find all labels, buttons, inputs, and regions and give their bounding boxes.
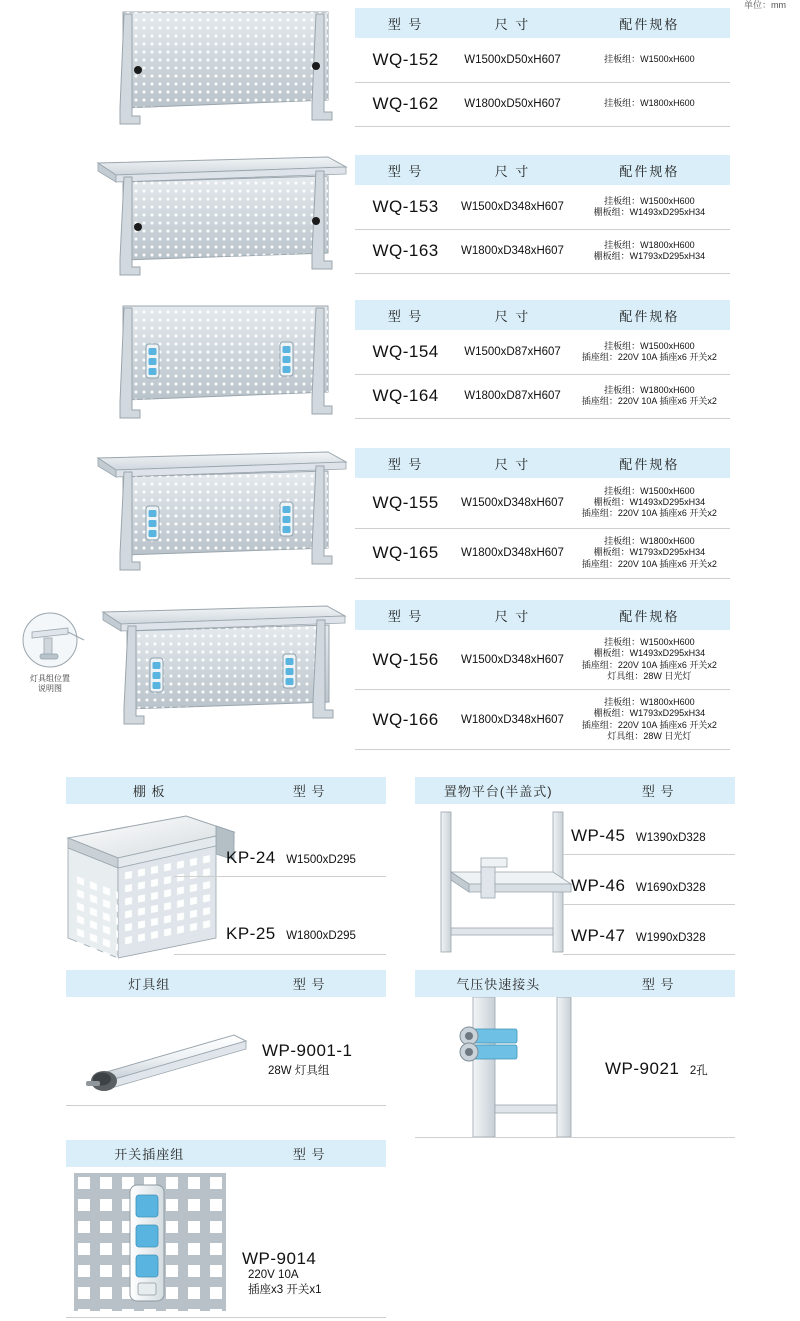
card-platform-header <box>415 777 735 804</box>
cell-size: W1990xD328 <box>635 932 706 944</box>
cell-model: WQ-154 <box>355 330 456 374</box>
figure-lamp <box>74 1019 254 1099</box>
table-wq156 <box>355 600 730 750</box>
cell-size: 2孔 <box>689 1065 708 1077</box>
card-shelf-title: 棚 板 <box>132 784 166 799</box>
callout-caption-line1: 灯具组位置 <box>30 674 70 683</box>
figure-wq155 <box>28 448 358 593</box>
col-accessory: 配件规格 <box>569 448 730 478</box>
accessory-line: 棚板组：W1793xD295xH34 <box>593 708 706 719</box>
cell-accessory <box>569 374 730 418</box>
cell-accessory <box>569 478 730 528</box>
card-lamp-col-model: 型 号 <box>292 977 326 992</box>
table-row <box>355 229 730 273</box>
col-accessory: 配件规格 <box>569 600 730 630</box>
table-wq153 <box>355 155 730 274</box>
col-size: 尺 寸 <box>456 300 569 330</box>
accessory-line: 插座组：220V 10A 插座x6 开关x2 <box>581 508 717 519</box>
accessory-line: 灯具组：28W 日光灯 <box>607 730 692 741</box>
product-block-wq153 <box>0 155 800 295</box>
col-size: 尺 寸 <box>456 600 569 630</box>
cell-size: 28W 灯具组 <box>268 1065 330 1077</box>
accessory-line: 挂板组：W1800xH600 <box>604 384 695 395</box>
accessory-line: 插座组：220V 10A 插座x6 开关x2 <box>581 719 717 730</box>
col-model: 型 号 <box>355 600 456 630</box>
cell-size: W1800xD348xH607 <box>456 690 569 750</box>
cell-model: WQ-163 <box>355 229 456 273</box>
cell-model: WQ-165 <box>355 528 456 578</box>
product-block-wq152 <box>0 8 800 148</box>
accessory-line: 插座组：220V 10A 插座x6 开关x2 <box>581 396 717 406</box>
card-air-title: 气压快速接头 <box>456 977 541 992</box>
table-row <box>355 82 730 126</box>
socket-strip <box>283 654 296 688</box>
card-socket-body <box>66 1167 386 1318</box>
figure-wq152 <box>28 8 358 148</box>
row-wp47 <box>563 904 735 955</box>
row-kp25 <box>174 876 386 955</box>
card-lamp <box>66 970 386 1106</box>
product-block-wq155 <box>0 448 800 593</box>
cell-accessory <box>569 690 730 750</box>
accessory-line: 棚板组：W1493xD295xH34 <box>593 497 706 508</box>
cell-accessory <box>569 82 730 126</box>
accessory-line: 挂板组：W1500xH600 <box>604 195 695 206</box>
cell-size: W1500xD295 <box>286 854 356 866</box>
row-wp46 <box>563 854 735 905</box>
callout-caption <box>10 674 90 694</box>
socket-strip <box>146 506 159 540</box>
table-row <box>355 528 730 578</box>
cell-size: W1500xD50xH607 <box>456 38 569 82</box>
cell-model: WP-9014 <box>242 1249 317 1268</box>
cell-size: W1500xD87xH607 <box>456 330 569 374</box>
card-air-body <box>415 997 735 1138</box>
card-shelf-col-model: 型 号 <box>292 784 326 799</box>
table-row <box>355 185 730 229</box>
cell-size: W1800xD87xH607 <box>456 374 569 418</box>
cell-size-line1: 220V 10A <box>248 1269 299 1281</box>
table-row <box>355 630 730 690</box>
product-block-wq154 <box>0 300 800 442</box>
cell-model: WP-46 <box>571 876 626 895</box>
cell-accessory <box>569 38 730 82</box>
socket-strip <box>280 502 293 536</box>
figure-socket-strip <box>74 1173 234 1313</box>
socket-strip <box>280 342 293 376</box>
accessory-line: 挂板组：W1800xH600 <box>604 98 695 109</box>
table-wq152 <box>355 8 730 127</box>
cell-model: WP-45 <box>571 826 626 845</box>
cell-model: WP-47 <box>571 926 626 945</box>
lamp-position-callout <box>10 610 90 694</box>
socket-strip <box>150 658 163 692</box>
cell-accessory <box>569 630 730 690</box>
cell-model: WQ-166 <box>355 690 456 750</box>
socket-strip <box>146 344 159 378</box>
cell-accessory <box>569 330 730 374</box>
cell-size: W1800xD295 <box>286 930 356 942</box>
cell-model: WQ-155 <box>355 478 456 528</box>
cell-model: WQ-153 <box>355 185 456 229</box>
card-shelf-body <box>66 804 386 959</box>
cell-model: WQ-156 <box>355 630 456 690</box>
card-socket-col-model: 型 号 <box>292 1147 326 1162</box>
cell-size: W1500xD348xH607 <box>456 478 569 528</box>
product-block-wq156 <box>0 600 800 750</box>
card-air-header <box>415 970 735 997</box>
accessory-line: 挂板组：W1800xH600 <box>604 239 695 250</box>
cell-model: KP-25 <box>226 924 276 943</box>
cell-model: WP-9021 <box>605 1059 680 1078</box>
accessory-line: 棚板组：W1793xD295xH34 <box>593 251 706 261</box>
col-size: 尺 寸 <box>456 448 569 478</box>
page-header-unit: 单位：mm <box>744 0 786 10</box>
cell-accessory <box>569 185 730 229</box>
col-model: 型 号 <box>355 8 456 38</box>
card-platform-body <box>415 804 735 959</box>
cell-size: W1500xD348xH607 <box>456 185 569 229</box>
cell-size-line2: 插座x3 开关x1 <box>248 1284 322 1296</box>
accessory-line: 挂板组：W1800xH600 <box>604 697 695 707</box>
accessory-line: 挂板组：W1800xH600 <box>604 536 695 547</box>
card-socket-header <box>66 1140 386 1167</box>
accessory-line: 挂板组：W1500xH600 <box>604 637 695 647</box>
accessory-line: 棚板组：W1493xD295xH34 <box>593 648 706 659</box>
cell-size: W1800xD348xH607 <box>456 229 569 273</box>
cell-model: KP-24 <box>226 848 276 867</box>
card-shelf-header <box>66 777 386 804</box>
card-socket-title: 开关插座组 <box>114 1147 185 1162</box>
accessory-line: 棚板组：W1793xD295xH34 <box>593 547 706 558</box>
figure-wq153 <box>28 155 358 295</box>
cell-model: WQ-162 <box>355 82 456 126</box>
card-shelf <box>66 777 386 959</box>
figure-wq154 <box>28 300 358 442</box>
card-socket <box>66 1140 386 1318</box>
cell-size: W1690xD328 <box>635 882 706 894</box>
cell-size: W1800xD50xH607 <box>456 82 569 126</box>
accessory-line: 插座组：220V 10A 插座x6 开关x2 <box>581 558 717 569</box>
col-model: 型 号 <box>355 300 456 330</box>
accessory-line: 挂板组：W1500xH600 <box>604 54 695 65</box>
table-row <box>355 478 730 528</box>
accessory-line: 插座组：220V 10A 插座x6 开关x2 <box>581 351 717 362</box>
table-wq154 <box>355 300 730 419</box>
accessory-line: 灯具组：28W 日光灯 <box>607 670 692 681</box>
card-platform-title: 置物平台(半盖式) <box>443 784 553 799</box>
card-lamp-body <box>66 997 386 1106</box>
card-lamp-title: 灯具组 <box>128 977 171 992</box>
col-model: 型 号 <box>355 155 456 185</box>
cell-size: W1500xD348xH607 <box>456 630 569 690</box>
card-air <box>415 970 735 1138</box>
card-air-col-model: 型 号 <box>641 977 675 992</box>
cell-model: WP-9001-1 <box>262 1041 353 1060</box>
accessory-line: 插座组：220V 10A 插座x6 开关x2 <box>581 659 717 670</box>
table-wq155 <box>355 448 730 579</box>
table-row <box>355 374 730 418</box>
accessory-line: 棚板组：W1493xD295xH34 <box>593 206 706 217</box>
figure-platform <box>425 808 585 958</box>
accessory-line: 挂板组：W1500xH600 <box>604 340 695 351</box>
cell-size: W1390xD328 <box>635 832 706 844</box>
callout-caption-line2: 说明图 <box>38 684 62 693</box>
table-row <box>355 330 730 374</box>
figure-air-coupler <box>429 997 599 1137</box>
figure-wq156 <box>95 600 360 750</box>
col-size: 尺 寸 <box>456 8 569 38</box>
row-wp45 <box>563 804 735 855</box>
accessory-line: 挂板组：W1500xH600 <box>604 485 695 496</box>
cell-size: W1800xD348xH607 <box>456 528 569 578</box>
table-row <box>355 38 730 82</box>
card-lamp-header <box>66 970 386 997</box>
cell-accessory <box>569 229 730 273</box>
cell-accessory <box>569 528 730 578</box>
col-accessory: 配件规格 <box>569 300 730 330</box>
col-model: 型 号 <box>355 448 456 478</box>
col-accessory: 配件规格 <box>569 155 730 185</box>
cell-model: WQ-152 <box>355 38 456 82</box>
cell-model: WQ-164 <box>355 374 456 418</box>
row-kp24 <box>174 804 386 877</box>
table-row <box>355 690 730 750</box>
card-platform <box>415 777 735 959</box>
card-platform-col-model: 型 号 <box>641 784 675 799</box>
col-accessory: 配件规格 <box>569 8 730 38</box>
col-size: 尺 寸 <box>456 155 569 185</box>
